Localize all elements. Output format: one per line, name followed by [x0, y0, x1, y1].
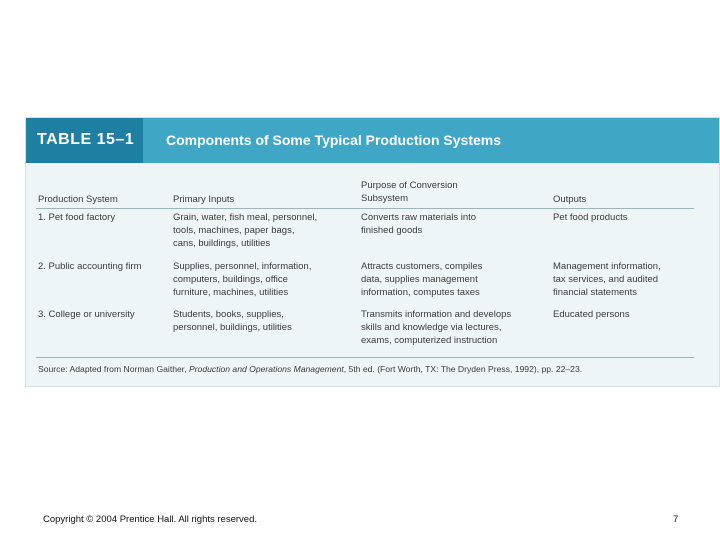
- source-suffix: , 5th ed. (Fort Worth, TX: The Dryden Press, 1992), pp. 22–23.: [343, 364, 583, 374]
- row-3-purpose: Transmits information and develops skills and knowledge via lectures, exams, computerized instruction: [361, 309, 512, 346]
- row-1-purpose: Converts raw materials into finished goods: [361, 212, 477, 236]
- source-citation: [38, 364, 582, 374]
- page-number: 7: [673, 514, 679, 525]
- table-number: TABLE 15–1: [37, 131, 135, 148]
- row-3-outputs: Educated persons: [553, 309, 630, 320]
- row-2-system: 2. Public accounting firm: [38, 261, 142, 272]
- row-1-outputs: Pet food products: [553, 212, 628, 223]
- source-prefix: Source: Adapted from Norman Gaither,: [38, 364, 189, 374]
- column-header-outputs: Outputs: [553, 194, 587, 205]
- header-divider: [36, 208, 694, 209]
- footer-divider: [36, 357, 694, 358]
- row-2-inputs: Supplies, personnel, information, computers, buildings, office furniture, machines, utilities: [173, 261, 312, 298]
- row-3-system: 3. College or university: [38, 309, 135, 320]
- table-title: Components of Some Typical Production Systems: [166, 132, 502, 148]
- row-2-purpose: Attracts customers, compiles data, supplies management information, computes taxes: [361, 261, 483, 298]
- column-header-primary-inputs: Primary Inputs: [173, 194, 235, 205]
- row-1-inputs: Grain, water, fish meal, personnel, tools, machines, paper bags, cans, buildings, utilities: [173, 212, 318, 249]
- table-header-bar: [26, 118, 719, 163]
- row-2-outputs: Management information, tax services, and audited financial statements: [553, 261, 661, 298]
- column-header-production-system: Production System: [38, 194, 118, 205]
- table-number-block: [26, 118, 143, 163]
- row-3-inputs: Students, books, supplies, personnel, buildings, utilities: [173, 309, 292, 333]
- source-book-title: Production and Operations Management: [188, 364, 344, 374]
- row-1-system: 1. Pet food factory: [38, 212, 116, 223]
- copyright-notice: Copyright © 2004 Prentice Hall. All rights reserved.: [43, 514, 257, 525]
- column-header-purpose: Purpose of Conversion Subsystem: [361, 180, 458, 204]
- table-panel: [25, 117, 720, 387]
